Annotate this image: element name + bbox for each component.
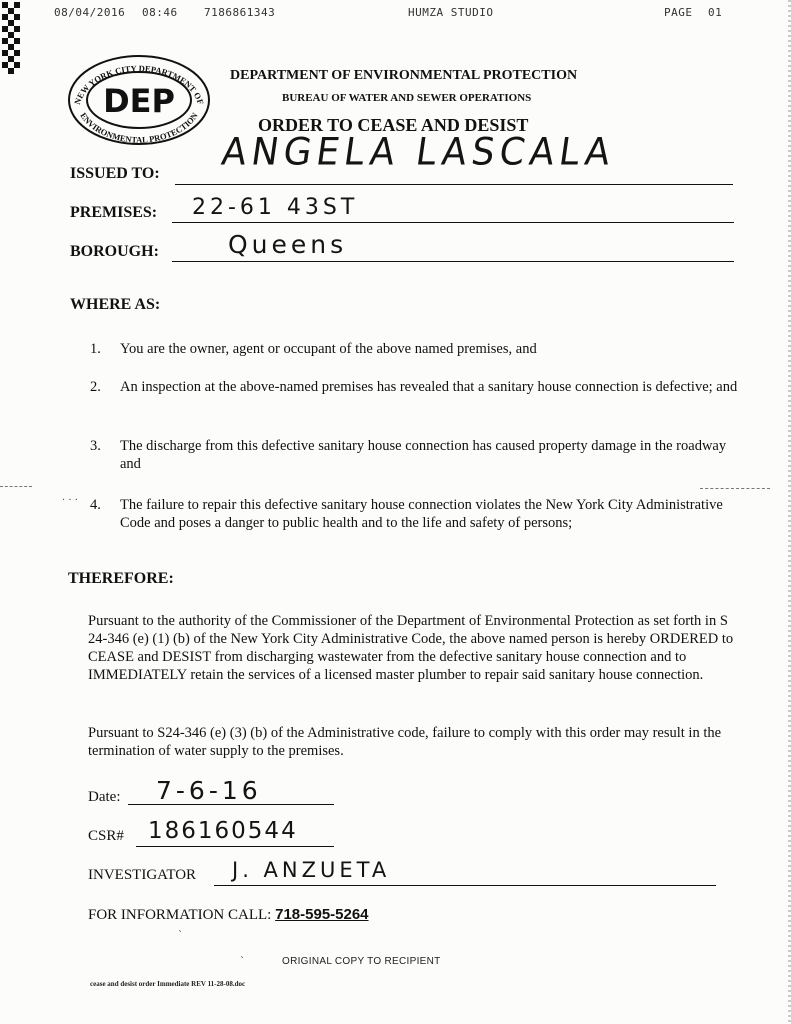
fax-studio: HUMZA STUDIO [408, 6, 494, 19]
csr-label: CSR# [88, 828, 124, 844]
issued-to-value: ANGELA LASCALA [218, 130, 618, 175]
list-item [90, 340, 740, 358]
investigator-line [214, 885, 716, 886]
scan-mark-right [700, 488, 770, 489]
investigator-label: INVESTIGATOR [88, 867, 197, 883]
seal-bottom-text: ENVIRONMENTAL PROTECTION [78, 110, 200, 145]
fax-page-label: PAGE [664, 6, 693, 19]
info-call-line [88, 906, 369, 924]
issued-to-label: ISSUED TO: [70, 165, 160, 182]
list-item-text: You are the owner, agent or occupant of the above named premises, and [120, 341, 537, 357]
premises-label: PREMISES: [70, 204, 158, 221]
date-value: 7-6-16 [156, 776, 262, 805]
list-item [90, 378, 740, 396]
bureau-heading: BUREAU OF WATER AND SEWER OPERATIONS [282, 92, 532, 104]
therefore-paragraph-2: Pursuant to S24-346 (e) (3) (b) of the Administrative code, failure to comply with this order may result in the termination of water supply to the premises. [88, 725, 722, 759]
scan-speck: ˋ [240, 956, 245, 967]
list-item-number: 4. [90, 497, 101, 513]
borough-line [172, 261, 734, 262]
list-item [90, 437, 740, 473]
issued-to-line [175, 184, 733, 185]
fax-edge-pattern [0, 0, 40, 80]
fax-date: 08/04/2016 [54, 6, 126, 19]
premises-value: 22-61 43ST [192, 195, 359, 220]
info-phone-number: 718-595-5264 [275, 906, 369, 923]
whereas-heading: WHERE AS: [70, 296, 161, 313]
csr-line [136, 846, 334, 847]
seal-top-text: NEW YORK CITY DEPARTMENT OF [71, 63, 207, 106]
therefore-paragraph-1: Pursuant to the authority of the Commissioner of the Department of Environmental Protection as set forth in S 24-346 (e) (1) (b) of the New York City Administrative Code, the above named person is hereby ORDERED to CEASE and DESIST from discharging wastewater from the defective sanitary house connection and to IMMEDIATELY retain the services of a licensed master plumber to repair said sanitary house connection. [88, 613, 734, 683]
department-heading: DEPARTMENT OF ENVIRONMENTAL PROTECTION [230, 68, 578, 83]
investigator-value: J. ANZUETA [232, 858, 391, 882]
list-item-number: 2. [90, 379, 101, 395]
therefore-heading: THEREFORE: [68, 570, 174, 587]
csr-value: 186160544 [148, 818, 298, 844]
premises-line [172, 222, 734, 223]
revision-note: cease and desist order Immediate REV 11-28-08.doc [90, 980, 246, 988]
list-item-number: 1. [90, 341, 101, 357]
list-item-text: An inspection at the above-named premises has revealed that a sanitary house connection is defective; and [120, 379, 738, 395]
fax-page-number: 01 [708, 6, 723, 19]
scan-speck: · · · [62, 495, 78, 506]
scan-mark-left [0, 486, 32, 487]
fax-phone: 7186861343 [204, 6, 276, 19]
borough-label: BOROUGH: [70, 243, 159, 260]
list-item-text: The failure to repair this defective sanitary house connection violates the New York City Administrative Code and poses a danger to public health and to the life and safety of persons; [120, 497, 723, 531]
order-title: ORDER TO CEASE AND DESIST [258, 115, 529, 135]
date-label: Date: [88, 789, 121, 805]
seal-logo-text: DEP [103, 82, 175, 120]
borough-value: Queens [228, 230, 348, 259]
fax-time: 08:46 [142, 6, 178, 19]
list-item-number: 3. [90, 438, 101, 454]
dep-seal-logo [66, 54, 212, 146]
scan-speck: ˋ [178, 930, 183, 941]
info-call-label: FOR INFORMATION CALL: [88, 907, 272, 923]
original-copy-note: ORIGINAL COPY TO RECIPIENT [282, 956, 441, 967]
list-item-text: The discharge from this defective sanitary house connection has caused property damage in the roadway and [120, 438, 727, 472]
list-item [90, 496, 740, 532]
